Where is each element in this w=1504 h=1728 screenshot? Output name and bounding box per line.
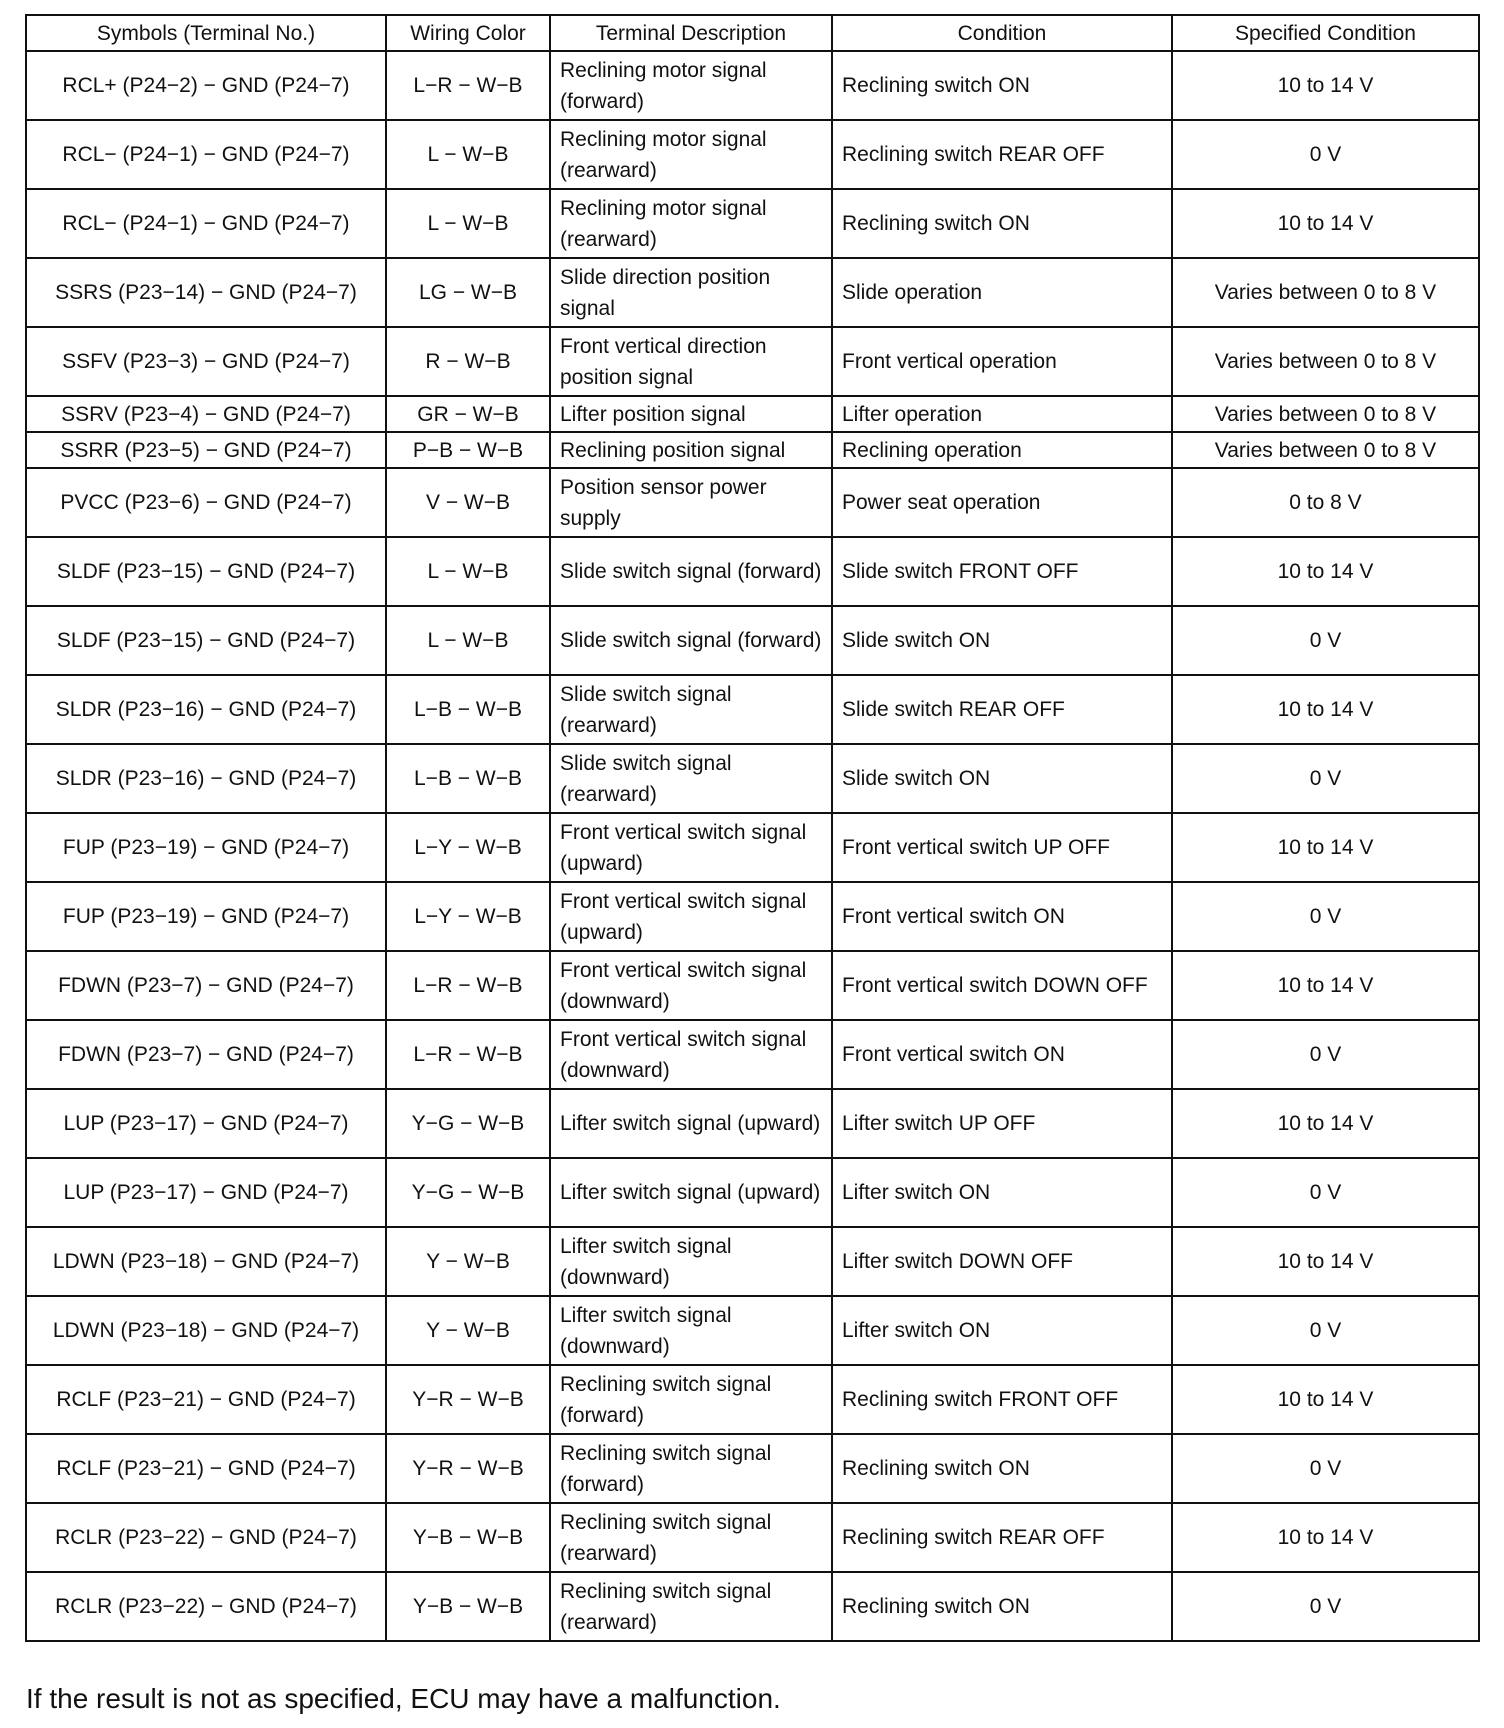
header-wiring-color: Wiring Color (386, 15, 550, 51)
cell-specified: 0 V (1172, 1572, 1479, 1641)
cell-description: Lifter switch signal (upward) (550, 1158, 832, 1227)
cell-specified: Varies between 0 to 8 V (1172, 396, 1479, 432)
cell-condition: Lifter switch ON (832, 1296, 1172, 1365)
table-row (26, 1365, 1479, 1434)
cell-wiring-color: Y−R − W−B (386, 1434, 550, 1503)
cell-symbol: RCL− (P24−1) − GND (P24−7) (26, 189, 386, 258)
cell-specified: Varies between 0 to 8 V (1172, 327, 1479, 396)
cell-condition: Front vertical operation (832, 327, 1172, 396)
cell-condition: Reclining switch REAR OFF (832, 1503, 1172, 1572)
cell-specified: 0 V (1172, 1434, 1479, 1503)
cell-description: Reclining switch signal (forward) (550, 1365, 832, 1434)
cell-symbol: SLDF (P23−15) − GND (P24−7) (26, 537, 386, 606)
cell-description: Front vertical switch signal (downward) (550, 951, 832, 1020)
table-row (26, 882, 1479, 951)
cell-symbol: RCLR (P23−22) − GND (P24−7) (26, 1572, 386, 1641)
cell-condition: Front vertical switch UP OFF (832, 813, 1172, 882)
cell-symbol: SSFV (P23−3) − GND (P24−7) (26, 327, 386, 396)
cell-wiring-color: V − W−B (386, 468, 550, 537)
cell-wiring-color: Y−B − W−B (386, 1503, 550, 1572)
cell-condition: Slide switch REAR OFF (832, 675, 1172, 744)
cell-symbol: SLDR (P23−16) − GND (P24−7) (26, 744, 386, 813)
cell-specified: 0 V (1172, 606, 1479, 675)
cell-condition: Front vertical switch ON (832, 882, 1172, 951)
malfunction-footnote: If the result is not as specified, ECU may have a malfunction. (26, 1683, 781, 1714)
cell-symbol: SSRR (P23−5) − GND (P24−7) (26, 432, 386, 468)
cell-condition: Reclining switch REAR OFF (832, 120, 1172, 189)
cell-description: Reclining switch signal (forward) (550, 1434, 832, 1503)
cell-specified: Varies between 0 to 8 V (1172, 432, 1479, 468)
cell-specified: 10 to 14 V (1172, 813, 1479, 882)
terminal-spec-table (25, 14, 1480, 1642)
cell-wiring-color: L − W−B (386, 537, 550, 606)
cell-description: Lifter position signal (550, 396, 832, 432)
cell-description: Front vertical switch signal (upward) (550, 813, 832, 882)
table-row (26, 1089, 1479, 1158)
table-row (26, 1434, 1479, 1503)
table-row (26, 432, 1479, 468)
cell-symbol: PVCC (P23−6) − GND (P24−7) (26, 468, 386, 537)
cell-description: Position sensor power supply (550, 468, 832, 537)
table-row (26, 813, 1479, 882)
cell-description: Slide direction position signal (550, 258, 832, 327)
cell-specified: 10 to 14 V (1172, 1089, 1479, 1158)
cell-description: Lifter switch signal (downward) (550, 1227, 832, 1296)
cell-condition: Reclining switch ON (832, 1434, 1172, 1503)
cell-specified: 10 to 14 V (1172, 189, 1479, 258)
cell-condition: Slide operation (832, 258, 1172, 327)
cell-description: Front vertical switch signal (downward) (550, 1020, 832, 1089)
cell-specified: 0 V (1172, 120, 1479, 189)
cell-condition: Slide switch ON (832, 744, 1172, 813)
table-row (26, 1020, 1479, 1089)
cell-description: Slide switch signal (rearward) (550, 675, 832, 744)
cell-condition: Lifter switch UP OFF (832, 1089, 1172, 1158)
table-row (26, 1503, 1479, 1572)
cell-specified: 0 V (1172, 882, 1479, 951)
cell-symbol: RCL− (P24−1) − GND (P24−7) (26, 120, 386, 189)
cell-wiring-color: L−B − W−B (386, 675, 550, 744)
cell-condition: Reclining switch ON (832, 51, 1172, 120)
cell-symbol: SLDF (P23−15) − GND (P24−7) (26, 606, 386, 675)
table-row (26, 327, 1479, 396)
table-row (26, 537, 1479, 606)
cell-wiring-color: L − W−B (386, 189, 550, 258)
cell-condition: Reclining switch ON (832, 189, 1172, 258)
cell-wiring-color: GR − W−B (386, 396, 550, 432)
cell-specified: 10 to 14 V (1172, 1227, 1479, 1296)
cell-condition: Lifter operation (832, 396, 1172, 432)
cell-condition: Reclining switch FRONT OFF (832, 1365, 1172, 1434)
cell-wiring-color: L−R − W−B (386, 1020, 550, 1089)
cell-condition: Power seat operation (832, 468, 1172, 537)
cell-specified: 10 to 14 V (1172, 51, 1479, 120)
cell-description: Reclining motor signal (rearward) (550, 120, 832, 189)
cell-symbol: SSRS (P23−14) − GND (P24−7) (26, 258, 386, 327)
cell-symbol: RCLR (P23−22) − GND (P24−7) (26, 1503, 386, 1572)
table-row (26, 120, 1479, 189)
cell-condition: Front vertical switch ON (832, 1020, 1172, 1089)
cell-symbol: RCLF (P23−21) − GND (P24−7) (26, 1365, 386, 1434)
cell-condition: Reclining switch ON (832, 1572, 1172, 1641)
table-row (26, 744, 1479, 813)
cell-specified: 0 V (1172, 744, 1479, 813)
table-row (26, 189, 1479, 258)
cell-description: Reclining motor signal (forward) (550, 51, 832, 120)
cell-wiring-color: L−B − W−B (386, 744, 550, 813)
cell-description: Lifter switch signal (downward) (550, 1296, 832, 1365)
table-row (26, 396, 1479, 432)
cell-specified: 0 V (1172, 1296, 1479, 1365)
cell-description: Reclining switch signal (rearward) (550, 1503, 832, 1572)
cell-description: Front vertical direction position signal (550, 327, 832, 396)
table-row (26, 1158, 1479, 1227)
cell-symbol: FDWN (P23−7) − GND (P24−7) (26, 951, 386, 1020)
table-row (26, 606, 1479, 675)
cell-symbol: LUP (P23−17) − GND (P24−7) (26, 1158, 386, 1227)
header-symbols: Symbols (Terminal No.) (26, 15, 386, 51)
cell-description: Slide switch signal (forward) (550, 537, 832, 606)
cell-condition: Lifter switch ON (832, 1158, 1172, 1227)
cell-description: Lifter switch signal (upward) (550, 1089, 832, 1158)
header-terminal-description: Terminal Description (550, 15, 832, 51)
cell-description: Reclining motor signal (rearward) (550, 189, 832, 258)
cell-wiring-color: Y−G − W−B (386, 1089, 550, 1158)
cell-wiring-color: R − W−B (386, 327, 550, 396)
cell-condition: Slide switch FRONT OFF (832, 537, 1172, 606)
table-row (26, 1572, 1479, 1641)
table-row (26, 468, 1479, 537)
cell-wiring-color: Y − W−B (386, 1227, 550, 1296)
cell-wiring-color: Y−G − W−B (386, 1158, 550, 1227)
table-row (26, 675, 1479, 744)
cell-wiring-color: Y − W−B (386, 1296, 550, 1365)
cell-specified: 10 to 14 V (1172, 1365, 1479, 1434)
cell-condition: Reclining operation (832, 432, 1172, 468)
cell-wiring-color: L−R − W−B (386, 51, 550, 120)
cell-symbol: RCL+ (P24−2) − GND (P24−7) (26, 51, 386, 120)
cell-wiring-color: L − W−B (386, 120, 550, 189)
cell-symbol: LDWN (P23−18) − GND (P24−7) (26, 1227, 386, 1296)
cell-specified: 10 to 14 V (1172, 1503, 1479, 1572)
cell-condition: Slide switch ON (832, 606, 1172, 675)
cell-wiring-color: L−Y − W−B (386, 813, 550, 882)
cell-wiring-color: Y−R − W−B (386, 1365, 550, 1434)
header-condition: Condition (832, 15, 1172, 51)
cell-specified: 10 to 14 V (1172, 537, 1479, 606)
cell-specified: 0 V (1172, 1158, 1479, 1227)
cell-wiring-color: L−R − W−B (386, 951, 550, 1020)
table-row (26, 1296, 1479, 1365)
header-specified-condition: Specified Condition (1172, 15, 1479, 51)
cell-description: Slide switch signal (forward) (550, 606, 832, 675)
table-header-row (26, 15, 1479, 51)
cell-wiring-color: Y−B − W−B (386, 1572, 550, 1641)
cell-specified: 0 to 8 V (1172, 468, 1479, 537)
cell-specified: Varies between 0 to 8 V (1172, 258, 1479, 327)
table-row (26, 258, 1479, 327)
cell-specified: 10 to 14 V (1172, 951, 1479, 1020)
cell-description: Reclining position signal (550, 432, 832, 468)
cell-symbol: SSRV (P23−4) − GND (P24−7) (26, 396, 386, 432)
cell-specified: 10 to 14 V (1172, 675, 1479, 744)
cell-wiring-color: LG − W−B (386, 258, 550, 327)
cell-symbol: SLDR (P23−16) − GND (P24−7) (26, 675, 386, 744)
cell-description: Front vertical switch signal (upward) (550, 882, 832, 951)
table-row (26, 1227, 1479, 1296)
cell-symbol: FUP (P23−19) − GND (P24−7) (26, 813, 386, 882)
table-row (26, 951, 1479, 1020)
cell-symbol: FUP (P23−19) − GND (P24−7) (26, 882, 386, 951)
cell-symbol: RCLF (P23−21) − GND (P24−7) (26, 1434, 386, 1503)
cell-description: Slide switch signal (rearward) (550, 744, 832, 813)
cell-wiring-color: L−Y − W−B (386, 882, 550, 951)
cell-symbol: LDWN (P23−18) − GND (P24−7) (26, 1296, 386, 1365)
cell-condition: Front vertical switch DOWN OFF (832, 951, 1172, 1020)
cell-specified: 0 V (1172, 1020, 1479, 1089)
cell-description: Reclining switch signal (rearward) (550, 1572, 832, 1641)
cell-condition: Lifter switch DOWN OFF (832, 1227, 1172, 1296)
cell-symbol: FDWN (P23−7) − GND (P24−7) (26, 1020, 386, 1089)
cell-wiring-color: P−B − W−B (386, 432, 550, 468)
cell-symbol: LUP (P23−17) − GND (P24−7) (26, 1089, 386, 1158)
cell-wiring-color: L − W−B (386, 606, 550, 675)
table-row (26, 51, 1479, 120)
